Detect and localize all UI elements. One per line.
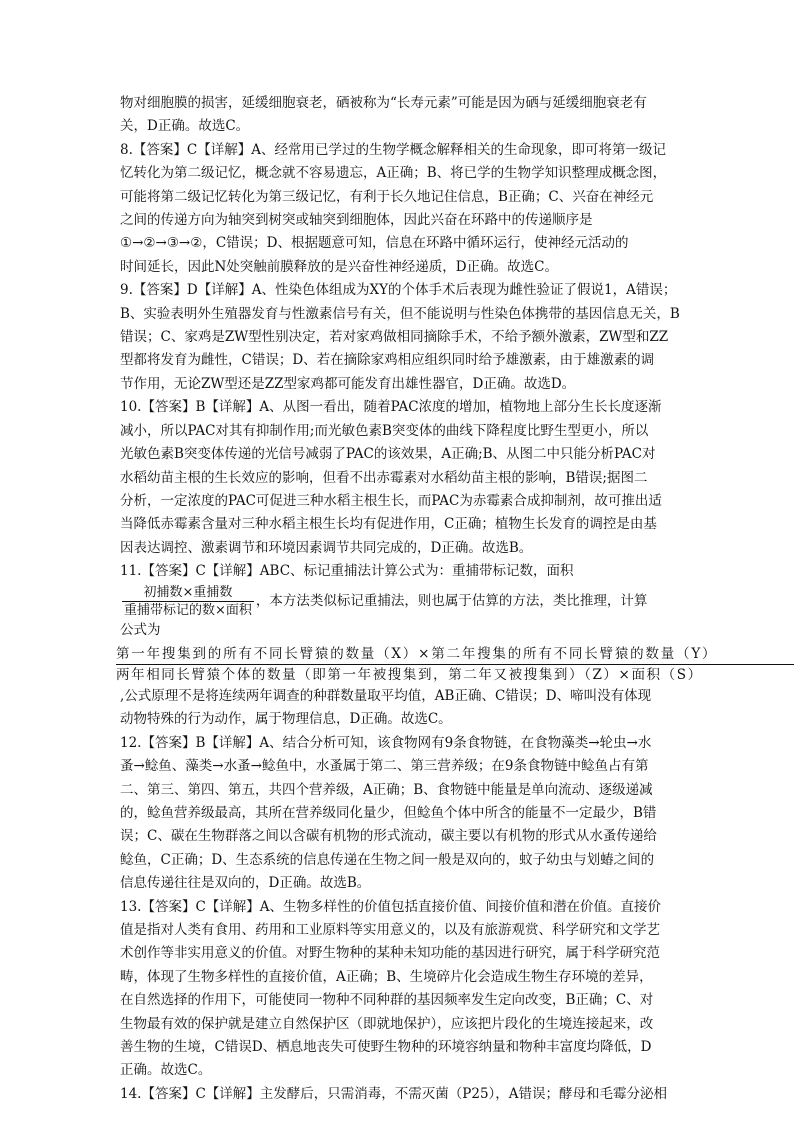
paragraphs2-line: 12.【答案】B【详解】A、结合分析可知，该食物网有9条食物链，在食物藻类→轮虫→水 <box>120 734 652 751</box>
paragraphs-line: 当降低赤霉素含量对三种水稻主根生长均有促进作用，C正确；植物生长发育的调控是由基 <box>120 516 657 533</box>
paragraphs2-line: 在自然选择的作用下，可能使同一物种不同种群的基因频率发生定向改变，B正确；C、对 <box>120 992 654 1009</box>
formula-denominator: 两年相同长臂猿个体的数量（即第一年被搜集到，第二年又被搜集到）（Z）×面积（S） <box>116 666 703 683</box>
paragraphs-line: 节作用，无论ZW型还是ZZ型家鸡都可能发育出雄性器官，D正确。故选D。 <box>120 375 576 392</box>
paragraphs-line: ①→②→③→②，C错误；D、根据题意可知，信息在环路中循环运行，使神经元活动的 <box>120 235 629 252</box>
q11-line-2 <box>120 584 710 619</box>
answers-block-2 <box>120 732 710 1107</box>
paragraphs2-line: 值是指对人类有食用、药用和工业原料等实用意义的，以及有旅游观赏、科学研究和文学艺 <box>120 922 660 938</box>
q11-after-line: 动物特殊的行为动作，属于物理信息，D正确。故选C。 <box>120 711 452 728</box>
q11-line-3: 公式为 <box>120 621 161 638</box>
formula-numerator: 第一年搜集到的所有不同长臂猿的数量（X）×第二年搜集的所有不同长臂猿的数量（Y） <box>116 644 794 665</box>
paragraphs-line: 可能将第二级记忆转化为第三级记忆，有利于长久地记住信息，B正确；C、兴奋在神经元 <box>120 188 654 205</box>
paragraphs-line: 8.【答案】C【详解】A、经常用已学过的生物学概念解释相关的生命现象，即可将第一级记 <box>120 141 666 158</box>
paragraphs-line: 光敏色素B突变体传递的光信号减弱了PAC的该效果，A正确;B、从图二中只能分析PAC对 <box>120 446 656 463</box>
paragraphs2-line: 信息传递往往是双向的，D正确。故选B。 <box>120 875 371 892</box>
paragraphs-line: 关，D正确。故选C。 <box>120 118 250 135</box>
answer-page <box>116 92 718 1106</box>
paragraphs2-line: 正确。故选C。 <box>120 1062 212 1079</box>
paragraphs2-line: 畴，体现了生物多样性的直接价值，A正确；B、生境碎片化会造成生物生存环境的差异， <box>120 968 653 985</box>
answer-11 <box>116 560 718 732</box>
paragraphs2-line: 13.【答案】C【详解】A、生物多样性的价值包括直接价值、间接价值和潜在价值。直接价 <box>120 898 662 915</box>
fraction-numerator: 初捕数×重捕数 <box>122 584 254 602</box>
paragraphs-line: B、实验表明外生殖器发育与性激素信号有关，但不能说明与性染色体携带的基因信息无关，B <box>120 305 680 322</box>
paragraphs-line: 分析，一定浓度的PAC可促进三种水稻主根生长，而PAC为赤霉素合成抑制剂，故可推出适 <box>120 492 662 509</box>
fraction-denominator: 重捕带标记的数×面积 <box>124 602 252 618</box>
paragraphs-line: 9.【答案】D【详解】A、性染色体组成为XY的个体手术后表现为雌性验证了假说1，A错误； <box>120 282 677 299</box>
paragraphs-line: 时间延长，因此N处突触前膜释放的是兴奋性神经递质，D正确。故选C。 <box>120 258 558 275</box>
paragraphs-line: 忆转化为第二级记忆，概念就不容易遗忘，A正确；B、将已学的生物学知识整理成概念图， <box>120 165 667 182</box>
capture-fraction <box>122 584 254 619</box>
paragraphs2-line: 蚤→鲶鱼、藻类→水蚤→鲶鱼中，水蚤属于第二、第三营养级；在9条食物链中鲶鱼占有第 <box>120 758 649 775</box>
q11-after-line: ,公式原理不是将连续两年调查的种群数量取平均值，AB正确、C错误；D、啼叫没有体现 <box>120 687 652 704</box>
paragraphs-line: 10.【答案】B【详解】A、从图一看出，随着PAC浓度的增加，植物地上部分生长长度逐渐 <box>120 399 662 416</box>
paragraphs-line: 因表达调控、激素调节和环境因素调节共同完成的，D正确。故选B。 <box>120 539 533 556</box>
population-formula <box>116 644 794 685</box>
paragraphs-line: 减小，所以PAC对其有抑制作用;而光敏色素B突变体的曲线下降程度比野生型更小，所以 <box>120 422 649 439</box>
paragraphs-line: 型都将发育为雌性，C错误；D、若在摘除家鸡相应组织同时给予雄激素，由于雄激素的调 <box>120 352 655 369</box>
paragraphs2-line: 善生物的生境，C错误D、栖息地丧失可使野生物种的环境容纳量和物种丰富度均降低，D <box>120 1039 652 1056</box>
paragraphs2-line: 生物最有效的保护就是建立自然保护区（即就地保护），应该把片段化的生境连接起来，改 <box>120 1015 654 1032</box>
paragraphs-line: 物对细胞膜的损害，延缓细胞衰老，硒被称为“长寿元素”可能是因为硒与延缓细胞衰老有 <box>120 95 647 111</box>
paragraphs-line: 之间的传递方向为轴突到树突或轴突到细胞体，因此兴奋在环路中的传递顺序是 <box>120 212 593 229</box>
paragraphs-line: 错误；C、家鸡是ZW型性别决定，若对家鸡做相同摘除手术，不给予额外激素，ZW型和ZZ <box>120 329 669 346</box>
q11-after-fraction: ，本方法类似标记重捕法，则也属于估算的方法，类比推理，计算 <box>255 592 648 609</box>
paragraphs2-line: 二、第三、第四、第五，共四个营养级，A正确；B、食物链中能量是单向流动、逐级递减 <box>120 781 653 798</box>
paragraphs2-line: 14.【答案】C【详解】主发酵后，只需消毒，不需灭菌（P25），A错误；酵母和毛霉分泌相 <box>120 1085 668 1102</box>
paragraphs2-line: 术创作等非实用意义的价值。对野生物种的某种未知功能的基因进行研究，属于科学研究范 <box>120 945 660 962</box>
paragraphs2-line: 的，鲶鱼营养级最高，其所在营养级同化量少，但鲶鱼个体中所含的能量不一定最少，B错 <box>120 804 657 821</box>
q11-after-lines <box>120 685 710 732</box>
answers-block-1 <box>120 92 710 560</box>
paragraphs2-line: 误；C、碳在生物群落之间以含碳有机物的形式流动，碳主要以有机物的形式从水蚤传递给 <box>120 828 657 845</box>
paragraphs-line: 水稻幼苗主根的生长效应的影响，但看不出赤霉素对水稻幼苗主根的影响，B错误;据图二 <box>120 469 648 486</box>
paragraphs2-line: 鲶鱼，C正确；D、生态系统的信息传递在生物之间一般是双向的，蚊子幼虫与划蝽之间的 <box>120 851 655 868</box>
q11-line-1: 11.【答案】C【详解】ABC、标记重捕法计算公式为：重捕带标记数，面积 <box>120 563 574 580</box>
